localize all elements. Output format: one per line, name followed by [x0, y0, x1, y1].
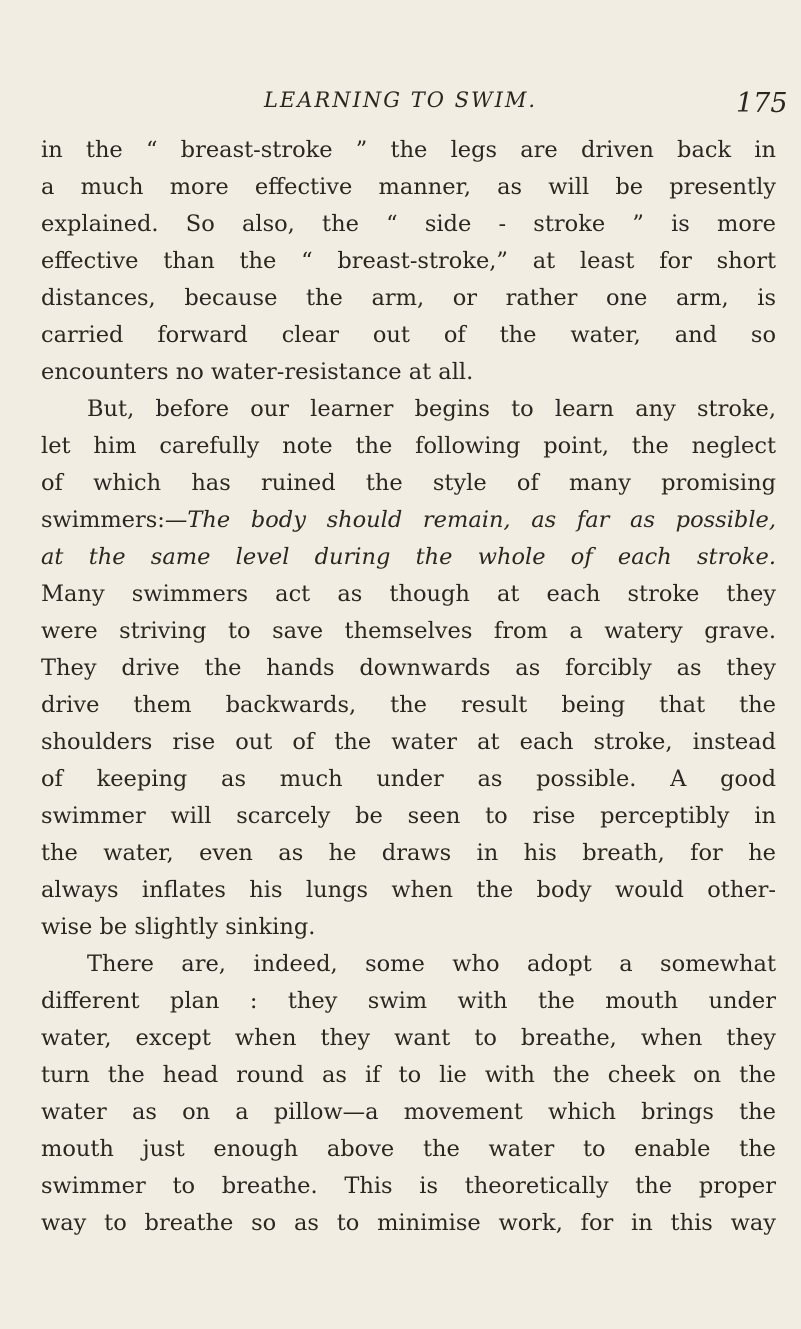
- text-line: distances, because the arm, or rather one arm, is: [41, 285, 776, 311]
- text-line: carried forward clear out of the water, and so: [41, 322, 776, 348]
- text-line: water, except when they want to breathe, when they: [41, 1025, 776, 1051]
- text-run: swimmers:—: [41, 507, 188, 533]
- running-title: LEARNING TO SWIM.: [263, 88, 538, 112]
- text-line: effective than the “ breast-stroke,” at least for short: [41, 248, 776, 274]
- text-line: swimmer to breathe. This is theoretically the proper: [41, 1173, 776, 1199]
- text-line: explained. So also, the “ side - stroke ” is more: [41, 211, 776, 237]
- italic-text-run: The body should remain, as far as possible,: [187, 507, 776, 533]
- page-number: 175: [736, 88, 788, 119]
- text-line: in the “ breast-stroke ” the legs are driven back in: [41, 137, 776, 163]
- text-line: There are, indeed, some who adopt a somewhat: [87, 951, 776, 977]
- text-line: a much more effective manner, as will be presently: [41, 174, 776, 200]
- text-line: let him carefully note the following point, the neglect: [41, 433, 776, 459]
- text-line: way to breathe so as to minimise work, for in this way: [41, 1210, 776, 1236]
- text-line: They drive the hands downwards as forcibly as they: [41, 655, 776, 681]
- text-line: of keeping as much under as possible. A good: [41, 766, 776, 792]
- text-line: different plan : they swim with the mouth under: [41, 988, 776, 1014]
- text-line: drive them backwards, the result being that the: [41, 692, 776, 718]
- text-line: swimmer will scarcely be seen to rise perceptibly in: [41, 803, 776, 829]
- text-line: wise be slightly sinking.: [41, 914, 316, 940]
- text-line: Many swimmers act as though at each stroke they: [41, 581, 776, 607]
- text-line-mixed: [41, 509, 776, 532]
- text-line: water as on a pillow—a movement which brings the: [41, 1099, 776, 1125]
- text-line: encounters no water-resistance at all.: [41, 359, 474, 385]
- text-line: mouth just enough above the water to enable the: [41, 1136, 776, 1162]
- text-line: of which has ruined the style of many promising: [41, 470, 776, 496]
- text-line: shoulders rise out of the water at each stroke, instead: [41, 729, 776, 755]
- text-line: the water, even as he draws in his breath, for he: [41, 840, 776, 866]
- italic-text-line: at the same level during the whole of each stroke.: [41, 544, 776, 570]
- text-line: turn the head round as if to lie with the cheek on the: [41, 1062, 776, 1088]
- text-line: always inflates his lungs when the body would other-: [41, 877, 776, 903]
- text-line: But, before our learner begins to learn any stroke,: [87, 396, 776, 422]
- text-line: were striving to save themselves from a watery grave.: [41, 618, 776, 644]
